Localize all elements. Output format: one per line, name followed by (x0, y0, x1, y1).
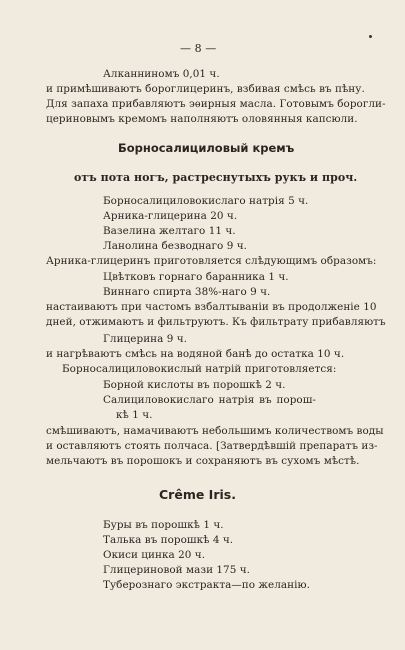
section-title: Crême Iris. (159, 487, 236, 502)
ingredient-line: Буры въ порошкѣ 1 ч. (103, 519, 224, 531)
ingredient-line: Вазелина желтаго 11 ч. (103, 225, 236, 237)
ingredient-line: Борной кислоты въ порошкѣ 2 ч. (103, 379, 286, 391)
ingredient-line: Талька въ порошкѣ 4 ч. (103, 534, 234, 546)
intro-line: и примѣшиваютъ бороглицеринъ, взбивая смѣсь въ пѣну. (46, 83, 365, 95)
body-line: Арника-глицеринъ приготовляется слѣдующимъ образомъ: (46, 255, 377, 267)
ingredient-line: Виннаго спирта 38%-наго 9 ч. (103, 286, 271, 298)
intro-line: Алканниномъ 0,01 ч. (103, 68, 220, 80)
section-subtitle: отъ пота ногъ, растреснутыхъ рукъ и проч. (74, 171, 358, 184)
body-line: и оставляютъ стоять полчаса. [Затвердѣвшій препаратъ из- (46, 440, 378, 452)
intro-line: Для запаха прибавляютъ эѳирныя масла. Готовымъ борогли- (46, 98, 386, 110)
ingredient-line: Туберознаго экстракта—по желанію. (103, 579, 310, 591)
intro-line: цериновымъ кремомъ наполняютъ оловянныя капсюли. (46, 113, 358, 125)
body-line: настаиваютъ при частомъ взбалтываніи въ продолженіе 10 (46, 301, 377, 313)
body-line: смѣшиваютъ, намачиваютъ небольшимъ количествомъ воды (46, 425, 384, 437)
ingredient-line: Борносалициловокислаго натрія 5 ч. (103, 195, 309, 207)
ingredient-line: Глицерина 9 ч. (103, 333, 188, 345)
ingredient-line: Ланолина безводнаго 9 ч. (103, 240, 247, 252)
body-line: мельчаютъ въ порошокъ и сохраняютъ въ сухомъ мѣстѣ. (46, 455, 360, 467)
ink-speck (369, 35, 372, 38)
ingredient-line: Цвѣтковъ горнаго баранника 1 ч. (103, 271, 289, 283)
body-line: дней, отжимаютъ и фильтруютъ. Къ фильтрату прибавляютъ (46, 316, 386, 328)
section-title: Борносалициловый кремъ (118, 141, 295, 155)
ingredient-line: Окиси цинка 20 ч. (103, 549, 206, 561)
ingredient-line: Глицериновой мази 175 ч. (103, 564, 251, 576)
ingredient-line: кѣ 1 ч. (116, 409, 153, 421)
page-number: — 8 — (180, 42, 217, 55)
body-line: Борносалициловокислый натрій приготовляется: (62, 363, 337, 375)
ingredient-line: Арника-глицерина 20 ч. (103, 210, 238, 222)
ingredient-line: Салициловокислаго натрія въ порош- (103, 394, 316, 406)
body-line: и нагрѣваютъ смѣсь на водяной банѣ до остатка 10 ч. (46, 348, 345, 360)
